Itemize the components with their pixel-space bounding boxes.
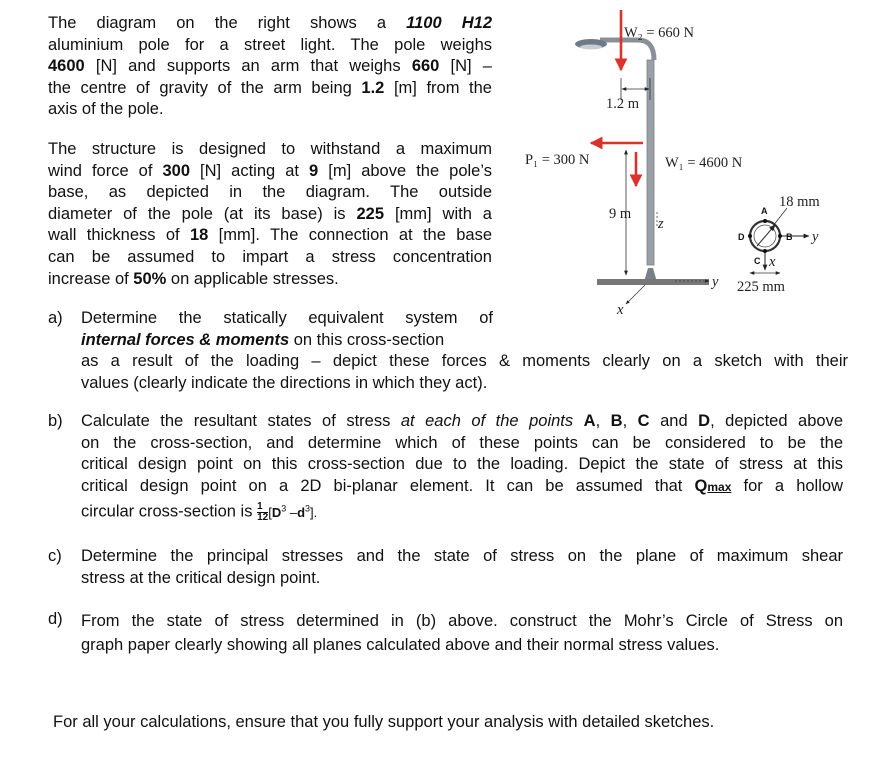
p2-line-6: can be assumed to impart a stress concentration [48, 247, 492, 266]
p1-line-4: the centre of gravity of the arm being 1.2 [m] from the [48, 78, 492, 97]
street-light-diagram [505, 0, 840, 325]
qc-line-1: Determine the principal stresses and the state of stress on the plane of maximum shear [81, 547, 843, 565]
p1-line-1: The diagram on the right shows a 1100 H12 [48, 14, 492, 32]
point-b-label: B [786, 232, 793, 242]
p1-line-2: aluminium pole for a street light. The pole weighs [48, 35, 492, 54]
question-d-label: d) [48, 610, 63, 628]
qd-line-2: graph paper clearly showing all planes calculated above and their normal stress values. [81, 636, 720, 654]
qd-line-1: From the state of stress determined in (b) above. construct the Mohr’s Circle of Stress on [81, 612, 843, 630]
qb-line-4: critical design point on a 2D bi-planar element. It can be assumed that Qmax for a hollow [81, 476, 843, 495]
question-c-label: c) [48, 547, 62, 565]
point-b-dot [778, 234, 782, 238]
cs-x-label: x [769, 254, 776, 270]
point-c-dot [763, 249, 767, 253]
p1-line-5: axis of the pole. [48, 100, 164, 119]
point-d-label: D [738, 232, 745, 242]
qb-line-1: Calculate the resultant states of stress at each of the points A, B, C and D, depicted above [81, 412, 843, 430]
qa-line-1: Determine the statically equivalent system of [81, 309, 493, 327]
w1-label: W₁ = 4600 N [665, 155, 743, 171]
y-axis-label: y [712, 274, 719, 290]
intro-paragraph-1 [48, 13, 492, 121]
formula-body: [$D^3$ $-d^3$]. [268, 503, 318, 520]
diameter-label: 225 mm [737, 279, 785, 295]
qa-line-4: values (clearly indicate the directions in which they act). [81, 373, 488, 392]
ground [597, 279, 709, 285]
formula-fraction: $\frac{1}{12}$ [257, 500, 269, 523]
p2-line-3: base, as depicted in the diagram. The outside [48, 183, 492, 202]
p1-label: P₁ = 300 N [525, 152, 590, 168]
z-axis-label: z [658, 216, 664, 232]
p2-line-4: diameter of the pole (at its base) is 225 [mm] with a [48, 204, 492, 223]
qa-line-3: as a result of the loading – depict these forces & moments clearly on a sketch with their [81, 352, 848, 371]
question-b-label: b) [48, 412, 63, 430]
cs-y-label: y [812, 229, 819, 245]
height-label: 9 m [609, 206, 632, 222]
p2-line-2: wind force of 300 [N] acting at 9 [m] above the pole’s [48, 161, 492, 180]
p1-line-3: 4600 [N] and supports an arm that weighs 660 [N] – [48, 57, 492, 76]
footer-note: For all your calculations, ensure that you fully support your analysis with detailed sketches. [53, 713, 715, 731]
arm-dist-label: 1.2 m [606, 96, 640, 112]
p2-line-5: wall thickness of 18 [mm]. The connection at the base [48, 226, 492, 245]
x-axis-label: x [617, 302, 624, 318]
thickness-label: 18 mm [779, 194, 820, 210]
qb-line-3: critical design point on this cross-section due to the loading. Depict the state of stress at this [81, 455, 843, 474]
qb-line-2: on the cross-section, and determine which of these points can be considered to be the [81, 433, 843, 452]
qa-line-2: internal forces & moments on this cross-section [81, 330, 445, 349]
point-a-dot [763, 219, 767, 223]
qb-line-5: circular cross-section is $\frac{1}{12}$ [$D^3$ $-d^3$]. [81, 500, 318, 523]
point-d-dot [748, 234, 752, 238]
intro-paragraph-2 [48, 139, 492, 290]
p2-line-1: The structure is designed to withstand a maximum [48, 140, 492, 158]
w2-label: W₂ = 660 N [624, 25, 695, 41]
qc-line-2: stress at the critical design point. [81, 568, 321, 587]
question-a-label: a) [48, 309, 63, 327]
point-c-label: C [754, 256, 761, 266]
p2-line-7: increase of 50% on applicable stresses. [48, 269, 339, 288]
point-a-label: A [761, 206, 768, 216]
